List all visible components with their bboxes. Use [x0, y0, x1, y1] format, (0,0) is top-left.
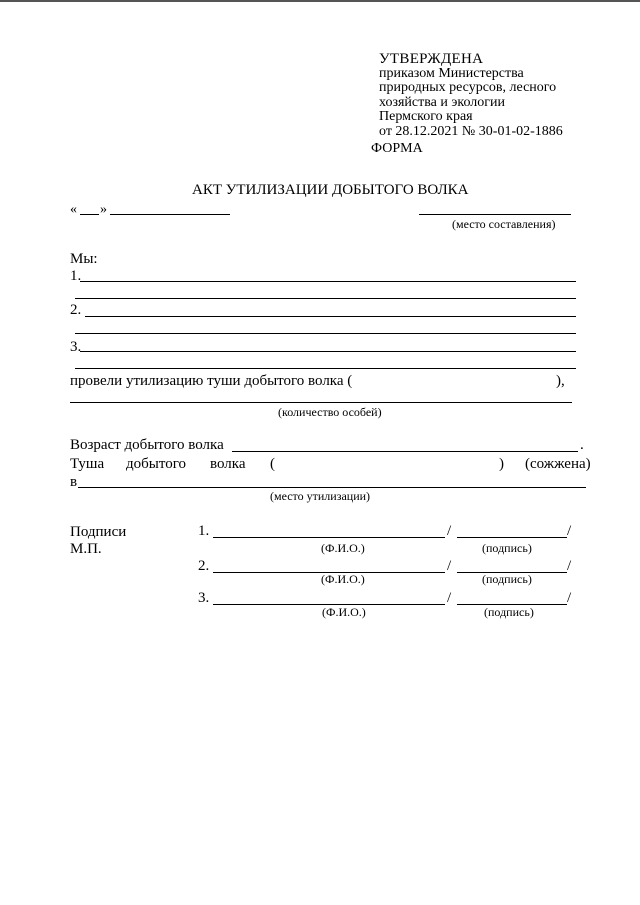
member-1-continuation-field[interactable]	[75, 298, 576, 299]
signature-slash: /	[447, 558, 452, 574]
approval-line: природных ресурсов, лесного	[379, 80, 557, 95]
disposal-place-caption: (место утилизации)	[270, 489, 371, 503]
we-label: Мы:	[70, 251, 98, 267]
carcass-word: Туша	[70, 456, 105, 472]
age-field[interactable]	[232, 451, 578, 452]
carcass-word: добытого	[126, 456, 186, 472]
carcass-open-paren: (	[270, 456, 275, 472]
scan-top-edge	[0, 0, 640, 2]
signature-caption: (подпись)	[484, 605, 534, 619]
place-of-compilation-field[interactable]	[419, 214, 571, 215]
signature-slash: /	[567, 558, 572, 574]
stamp-label: М.П.	[70, 541, 102, 557]
document-title: АКТ УТИЛИЗАЦИИ ДОБЫТОГО ВОЛКА	[192, 182, 469, 198]
date-month-year-field[interactable]	[110, 214, 230, 215]
member-number: 3.	[70, 339, 82, 355]
wolf-count-field[interactable]	[362, 387, 552, 388]
signature-slash: /	[447, 523, 452, 539]
carcass-in-label: в	[70, 474, 78, 490]
date-day-field[interactable]	[80, 214, 99, 215]
member-number: 2.	[70, 302, 82, 318]
disposal-text: провели утилизацию туши добытого волка (	[70, 373, 353, 389]
disposal-close: ),	[556, 373, 565, 389]
fio-caption: (Ф.И.О.)	[322, 605, 366, 619]
signer-1-name-field[interactable]	[213, 537, 445, 538]
approval-title: УТВЕРЖДЕНА	[379, 51, 484, 67]
carcass-close-paren: )	[499, 456, 504, 472]
age-label: Возраст добытого волка	[70, 437, 224, 453]
carcass-status: (сожжена)	[525, 456, 591, 472]
member-number: 1.	[70, 268, 82, 284]
date-close-quote: »	[100, 202, 107, 217]
member-2-field[interactable]	[85, 316, 576, 317]
approval-line: хозяйства и экологии	[379, 94, 506, 110]
signature-row-number: 2.	[198, 558, 210, 574]
carcass-word: волка	[210, 456, 246, 472]
disposal-place-field[interactable]	[78, 487, 586, 488]
member-3-field[interactable]	[80, 351, 576, 352]
signer-1-signature-field[interactable]	[457, 537, 567, 538]
count-caption: (количество особей)	[278, 405, 382, 419]
fio-caption: (Ф.И.О.)	[321, 572, 365, 586]
place-of-compilation-caption: (место составления)	[452, 217, 556, 231]
signatures-label: Подписи	[70, 524, 127, 540]
approval-line: приказом Министерства	[379, 65, 524, 81]
signature-caption: (подпись)	[482, 541, 532, 555]
approval-line: Пермского края	[379, 109, 473, 124]
form-label: ФОРМА	[371, 141, 423, 156]
signature-slash: /	[567, 590, 572, 606]
signature-row-number: 1.	[198, 523, 210, 539]
date-open-quote: «	[70, 202, 77, 217]
fio-caption: (Ф.И.О.)	[321, 541, 365, 555]
signature-slash: /	[567, 523, 572, 539]
signature-slash: /	[447, 590, 452, 606]
approval-line: от 28.12.2021 № 30-01-02-1886	[379, 123, 563, 139]
member-1-field[interactable]	[80, 281, 576, 282]
member-2-continuation-field[interactable]	[75, 333, 576, 334]
signature-caption: (подпись)	[482, 572, 532, 586]
signature-row-number: 3.	[198, 590, 210, 606]
member-3-continuation-field[interactable]	[75, 368, 576, 369]
disposal-continuation-field[interactable]	[70, 402, 572, 403]
age-end: .	[580, 437, 584, 453]
approval-block	[379, 52, 563, 139]
